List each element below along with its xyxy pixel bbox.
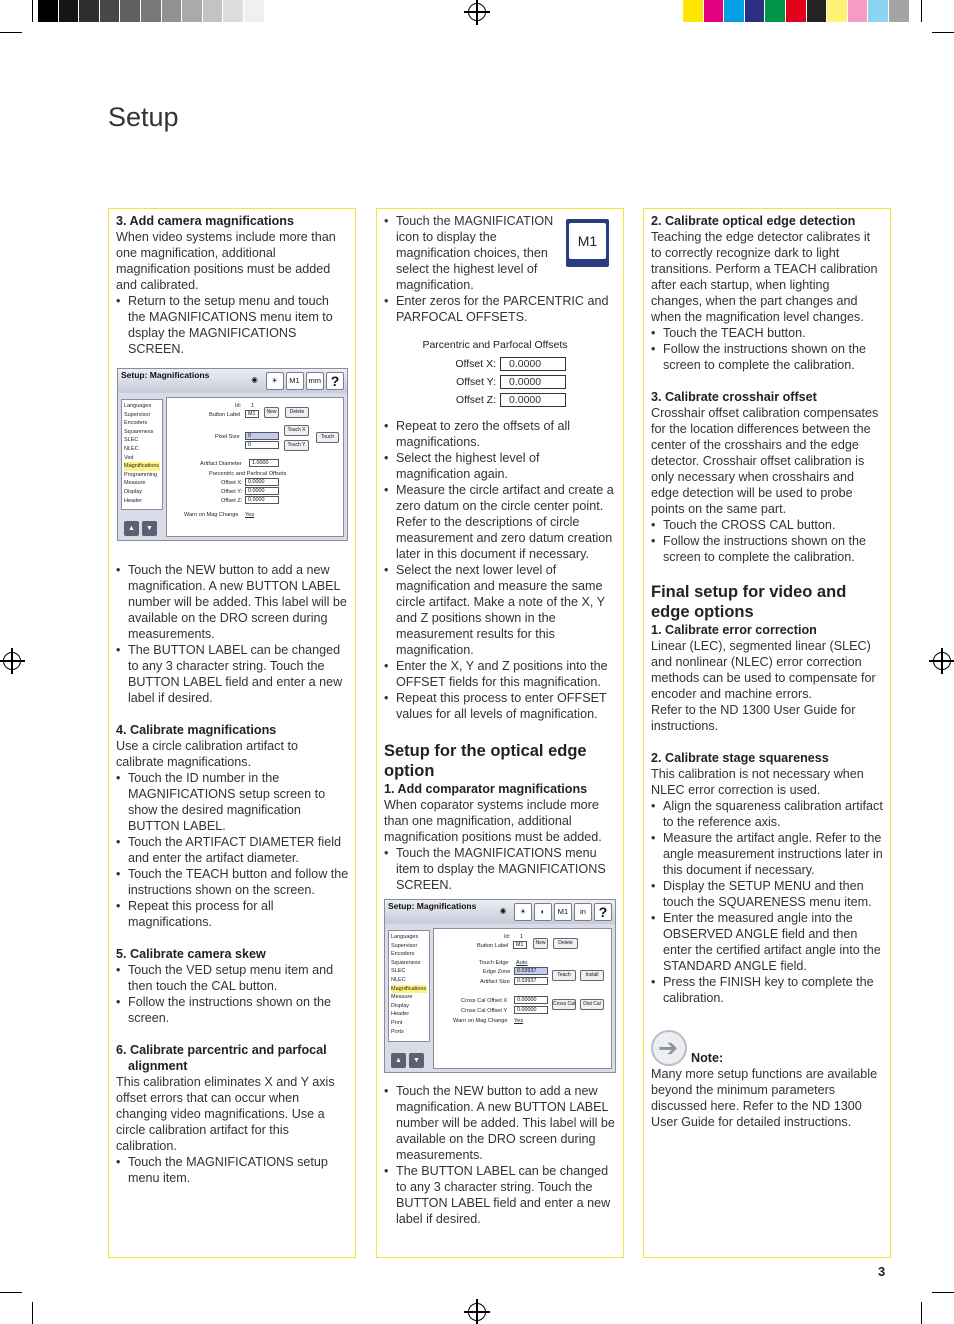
bullet-list [116, 293, 349, 357]
menu-item: Supervisor [391, 942, 418, 949]
color-swatch [141, 0, 162, 22]
list-item: • Touch the CROSS CAL button. [651, 517, 884, 533]
bullet-list [651, 517, 884, 565]
list-item: • Select the highest level of magnification again. [384, 450, 617, 482]
cross-cal-button: Cross Cal [552, 999, 576, 1010]
magnification-button: M1 [554, 903, 572, 921]
list-item: • Touch the MAGNIFICATION icon to display the magnification choices, then select the highest level of magnification. [384, 213, 617, 293]
magnifications-screenshot [384, 899, 616, 1073]
offset-x-field: 0.0000 [245, 478, 279, 486]
list-item: • Touch the TEACH button. [651, 325, 884, 341]
bullet-list [651, 325, 884, 373]
color-swatch [244, 0, 265, 22]
offset-y-field: 0.0000 [245, 487, 279, 495]
touch-x-button: Touch X [284, 425, 309, 436]
paragraph: Linear (LEC), segmented linear (SLEC) and nonlinear (NLEC) error correction methods can be used to compensate for encoder and machine errors. [651, 639, 876, 701]
screen-title: Setup: Magnifications [121, 370, 210, 380]
cross-offset-y-field: 0.00000 [514, 1006, 548, 1014]
offsets-title: Parcentric and Parfocal Offsets [209, 471, 287, 477]
paragraph: When coparator systems include more than one magnification, additional magnification positions must be added. [384, 798, 602, 844]
list-item: • Return to the setup menu and touch the MAGNIFICATIONS menu item to dsplay the MAGNIFICATIONS SCREEN. [116, 293, 349, 357]
menu-item: SLEC [124, 437, 139, 444]
subsection-heading: 1. Calibrate error correction [651, 623, 817, 637]
crop-mark [0, 1292, 22, 1293]
menu-item: Encoders [391, 951, 415, 958]
paragraph: This calibration is not necessary when NLEC error correction is used. [651, 767, 864, 797]
column-3 [643, 208, 891, 1258]
menu-item: Ports [391, 1028, 404, 1035]
offset-z-label: Offset Z: [455, 394, 496, 406]
menu-item-selected: Magnifications [124, 463, 160, 470]
list-item: • Touch the ARTIFACT DIAMETER field and enter the artifact diameter. [116, 834, 349, 866]
note [651, 1030, 884, 1066]
new-button: New [533, 938, 548, 949]
page-number: 3 [878, 1264, 886, 1279]
touch-button: Touch [316, 432, 339, 443]
color-swatch [182, 0, 203, 22]
registration-mark-icon [933, 652, 951, 670]
list-item: • The BUTTON LABEL can be changed to any 3 character string. Touch the BUTTON LABEL field and enter a new label if desired. [116, 642, 349, 706]
warn-label: Warn on Mag Change [184, 512, 239, 518]
arrow-up-icon: ▲ [391, 1053, 406, 1068]
edge-zone-label: Edge Zone [483, 969, 511, 975]
offset-z-field: 0.0000 [245, 496, 279, 504]
magnification-button: M1 [286, 372, 304, 390]
touch-edge-value: Auto [516, 960, 528, 966]
cross-offset-x-label: Cross Cal Offset X [461, 998, 508, 1004]
new-button: New [264, 407, 279, 418]
delete-button: Delete [553, 938, 578, 949]
setup-menu [388, 930, 430, 1042]
dist-cal-button: Dist Cal [580, 999, 604, 1010]
pixel-size-label: Pixel Size [215, 434, 240, 440]
artifact-diameter-field: 1.0000 [249, 459, 279, 467]
button-label-field: M1 [245, 410, 259, 418]
menu-item: Measure [391, 994, 413, 1001]
color-swatch [745, 0, 766, 22]
lock-icon: ◉ [499, 906, 507, 915]
crop-mark [932, 32, 954, 33]
artifact-size-label: Artifact Size [480, 979, 510, 985]
bullet-list [651, 798, 884, 1006]
offset-z-field: 0.0000 [500, 393, 566, 407]
artifact-diameter-label: Artifact Diameter [200, 461, 242, 467]
button-label-label: Button Label [209, 412, 241, 418]
install-button: Install [580, 970, 604, 981]
color-swatch [162, 0, 183, 22]
magnification-icon [566, 219, 609, 267]
color-swatch [100, 0, 121, 22]
paragraph: Use a circle calibration artifact to calibrate magnifications. [116, 739, 298, 769]
offset-y-label: Offset Y: [456, 376, 496, 388]
touch-edge-label: Touch Edge [479, 960, 509, 966]
offsets-panel [420, 337, 570, 408]
list-item: • Touch the VED setup menu item and then touch the CAL button. [116, 962, 349, 994]
bullet-list [116, 962, 349, 1026]
button-label-label: Button Label [477, 943, 509, 949]
section-heading: 6. Calibrate parcentric and parfocal alignment [116, 1043, 327, 1073]
screen-title: Setup: Magnifications [388, 901, 477, 911]
color-swatch [203, 0, 224, 22]
menu-item: Languages [124, 403, 152, 409]
paragraph: This calibration eliminates X and Y axis offset errors that can occur when changing video magnifications. Use a circle calibration artifact for this calibration. [116, 1075, 335, 1153]
color-bar [683, 0, 910, 22]
list-item: • Align the squareness calibration artifact to the reference axis. [651, 798, 884, 830]
note-title: Note: [691, 1051, 724, 1065]
touch-y-button: Touch Y [284, 440, 309, 451]
paragraph: Crosshair offset calibration compensates for the location differences between the center of the crosshairs and the edge detector. Crosshair offset calibration is only necessary when crosshairs and edge detection will be used to probe points on the same part. [651, 406, 879, 516]
menu-item: NLEC [124, 445, 139, 452]
cross-offset-x-field: 0.00000 [514, 996, 548, 1004]
arrow-down-icon: ▼ [142, 521, 157, 536]
color-swatch [59, 0, 80, 22]
paragraph: Refer to the ND 1300 User Guide for instructions. [651, 703, 856, 733]
button-label-field: M1 [513, 941, 527, 949]
id-value: 1 [520, 934, 524, 940]
color-swatch [265, 0, 286, 22]
lock-icon: ◉ [251, 375, 258, 384]
page-title: Setup [108, 102, 179, 132]
color-swatch [223, 0, 244, 22]
teach-button: Teach [552, 970, 576, 981]
screen-title-bar [118, 369, 347, 393]
menu-item: SLEC [391, 968, 406, 975]
edge-zone-field: 0.03937 [514, 967, 548, 975]
bullet-list [116, 770, 349, 930]
menu-item: Ved [124, 454, 134, 461]
list-item: • Press the FINISH key to complete the calibration. [651, 974, 884, 1006]
arrow-down-icon: ▼ [409, 1053, 424, 1068]
artifact-size-field: 0.03937 [514, 977, 548, 985]
menu-item-selected: Magnifications [391, 985, 427, 992]
offset-x-field: 0.0000 [500, 357, 566, 371]
arrow-up-icon: ▲ [124, 521, 139, 536]
list-item: • Touch the MAGNIFICATIONS menu item to dsplay the MAGNIFICATIONS SCREEN. [384, 845, 617, 893]
subsection-heading: 2. Calibrate stage squareness [651, 751, 829, 765]
menu-item: Display [124, 488, 143, 495]
section-heading: 3. Calibrate crosshair offset [651, 390, 817, 404]
color-swatch [704, 0, 725, 22]
note-text: Many more setup functions are available beyond the minimum parameters discussed here. Refer to the ND 1300 User Guide for detailed instructions. [651, 1067, 878, 1129]
crop-mark [921, 1302, 922, 1324]
list-item: • Enter the measured angle into the OBSERVED ANGLE field and then enter the certified artifact angle into the STANDARD ANGLE field. [651, 910, 884, 974]
list-item: • Display the SETUP MENU and then touch the SQUARENESS menu item. [651, 878, 884, 910]
id-label: Id: [504, 934, 511, 940]
column-2 [376, 208, 624, 1258]
crop-mark [32, 0, 33, 22]
section-heading: Final setup for video and edge options [651, 583, 847, 621]
list-item: • Follow the instructions shown on the screen to complete the calibration. [651, 341, 884, 373]
list-item: • Follow the instructions shown on the screen. [116, 994, 349, 1026]
bullet-list [384, 418, 617, 722]
menu-item: Squareness [124, 428, 154, 435]
color-swatch [79, 0, 100, 22]
list-item: • Enter the X, Y and Z positions into the OFFSET fields for this magnification. [384, 658, 617, 690]
color-swatch [38, 0, 59, 22]
paragraph: When video systems include more than one magnification, additional magnification positions must be added and calibrated. [116, 230, 336, 292]
list-item: • Touch the ID number in the MAGNIFICATIONS setup screen to show the desired magnification BUTTON LABEL. [116, 770, 349, 834]
scroll-arrows [124, 521, 157, 536]
list-item: • Measure the artifact angle. Refer to the angle measurement instructions later in this document if necessary. [651, 830, 884, 878]
section-heading: 4. Calibrate magnifications [116, 723, 277, 737]
registration-mark-icon [468, 1303, 486, 1321]
id-label: Id: [235, 403, 242, 409]
menu-item: Programming [124, 471, 158, 478]
subsection-heading: 1. Add comparator magnifications [384, 782, 588, 796]
pixel-y-field: 0 [245, 441, 279, 449]
menu-item: Supervisor [124, 411, 151, 418]
color-swatch [868, 0, 889, 22]
list-item: • Touch the NEW button to add a new magnification. A new BUTTON LABEL number will be added. This label will be available on the DRO screen during measurements. [384, 1083, 617, 1163]
settings-panel [166, 397, 344, 537]
menu-item: Squareness [391, 959, 421, 966]
menu-item: Measure [124, 480, 146, 487]
list-item: • Repeat this process to enter OFFSET values for all levels of magnification. [384, 690, 617, 722]
offset-z-label: Offset Z: [221, 498, 243, 504]
setup-menu [121, 399, 163, 510]
arrow-right-icon [651, 1030, 687, 1066]
color-swatch [807, 0, 828, 22]
units-button: mm [306, 372, 325, 390]
registration-mark-icon [468, 3, 486, 21]
color-swatch [786, 0, 807, 22]
color-swatch [683, 0, 704, 22]
warn-value: Yes [245, 512, 255, 518]
cross-offset-y-label: Cross Cal Offset Y [461, 1008, 508, 1014]
offset-y-label: Offset Y: [221, 489, 243, 495]
color-swatch [765, 0, 786, 22]
list-item: • Select the next lower level of magnification and measure the same circle artifact. Make a note of the X, Y and Z positions shown in the measurement results for this magnification. [384, 562, 617, 658]
section-heading: Setup for the optical edge option [384, 742, 587, 780]
crop-mark [32, 1302, 33, 1324]
list-item: • Measure the circle artifact and create a zero datum on the circle center point. Refer to the descriptions of circle measurement and zero datum creation later in this document if necessary. [384, 482, 617, 562]
bullet-list [384, 845, 617, 893]
color-swatch [848, 0, 869, 22]
paragraph: Teaching the edge detector calibrates it to correctly recognize dark to light transitions. Perform a TEACH calibration after each startup, when lighting changes, when the part changes and when the magnification level changes. [651, 230, 878, 324]
section-heading: 5. Calibrate camera skew [116, 947, 266, 961]
color-swatch [827, 0, 848, 22]
grayscale-bar [38, 0, 285, 22]
pixel-x-field: 0 [245, 432, 279, 440]
menu-item: Encoders [124, 420, 148, 427]
registration-mark-icon [3, 652, 21, 670]
menu-item: Header [124, 497, 143, 504]
offsets-title: Parcentric and Parfocal Offsets [422, 339, 568, 351]
light-icon: ☀ [514, 903, 532, 921]
list-item: • Touch the TEACH button and follow the instructions shown on the screen. [116, 866, 349, 898]
id-value: 1 [251, 403, 255, 409]
magnifications-screenshot [117, 368, 348, 541]
crop-mark [921, 0, 922, 22]
contrast-icon: ◐ [534, 903, 552, 921]
menu-item: Languages [391, 934, 419, 940]
section-heading: 2. Calibrate optical edge detection [651, 214, 856, 228]
list-item: • Repeat to zero the offsets of all magnifications. [384, 418, 617, 450]
bullet-list [116, 1154, 349, 1186]
color-swatch [889, 0, 910, 22]
bullet-list [384, 1083, 617, 1227]
color-swatch [120, 0, 141, 22]
scroll-arrows [391, 1053, 424, 1068]
list-item: • Repeat this process for all magnifications. [116, 898, 349, 930]
offset-x-label: Offset X: [455, 358, 496, 370]
warn-value: Yes [514, 1018, 524, 1024]
color-swatch [724, 0, 745, 22]
menu-item: Print [391, 1019, 403, 1026]
magnification-icon-label: M1 [569, 223, 606, 259]
list-item: • Follow the instructions shown on the screen to complete the calibration. [651, 533, 884, 565]
offset-y-field: 0.0000 [500, 375, 566, 389]
list-item: • Touch the NEW button to add a new magnification. A new BUTTON LABEL number will be added. This label will be available on the DRO screen during measurements. [116, 562, 349, 642]
warn-label: Warn on Mag Change [453, 1018, 508, 1024]
column-1 [108, 208, 356, 1258]
settings-panel [433, 928, 612, 1069]
units-button: in [574, 903, 592, 921]
offset-x-label: Offset X: [221, 480, 243, 486]
help-button: ? [326, 372, 344, 390]
light-icon: ☀ [266, 372, 284, 390]
crop-mark [0, 32, 22, 33]
section-heading: 3. Add camera magnifications [116, 214, 294, 228]
crop-mark [932, 1292, 954, 1293]
screen-title-bar [385, 900, 615, 924]
menu-item: Display [391, 1002, 410, 1009]
bullet-list [116, 562, 349, 706]
delete-button: Delete [285, 407, 309, 418]
list-item: • Touch the MAGNIFICATIONS setup menu item. [116, 1154, 349, 1186]
list-item: • Enter zeros for the PARCENTRIC and PARFOCAL OFFSETS. [384, 293, 617, 325]
help-button: ? [594, 903, 612, 921]
menu-item: NLEC [391, 976, 406, 983]
menu-item: Header [391, 1011, 410, 1018]
list-item: • The BUTTON LABEL can be changed to any 3 character string. Touch the BUTTON LABEL field and enter a new label if desired. [384, 1163, 617, 1227]
